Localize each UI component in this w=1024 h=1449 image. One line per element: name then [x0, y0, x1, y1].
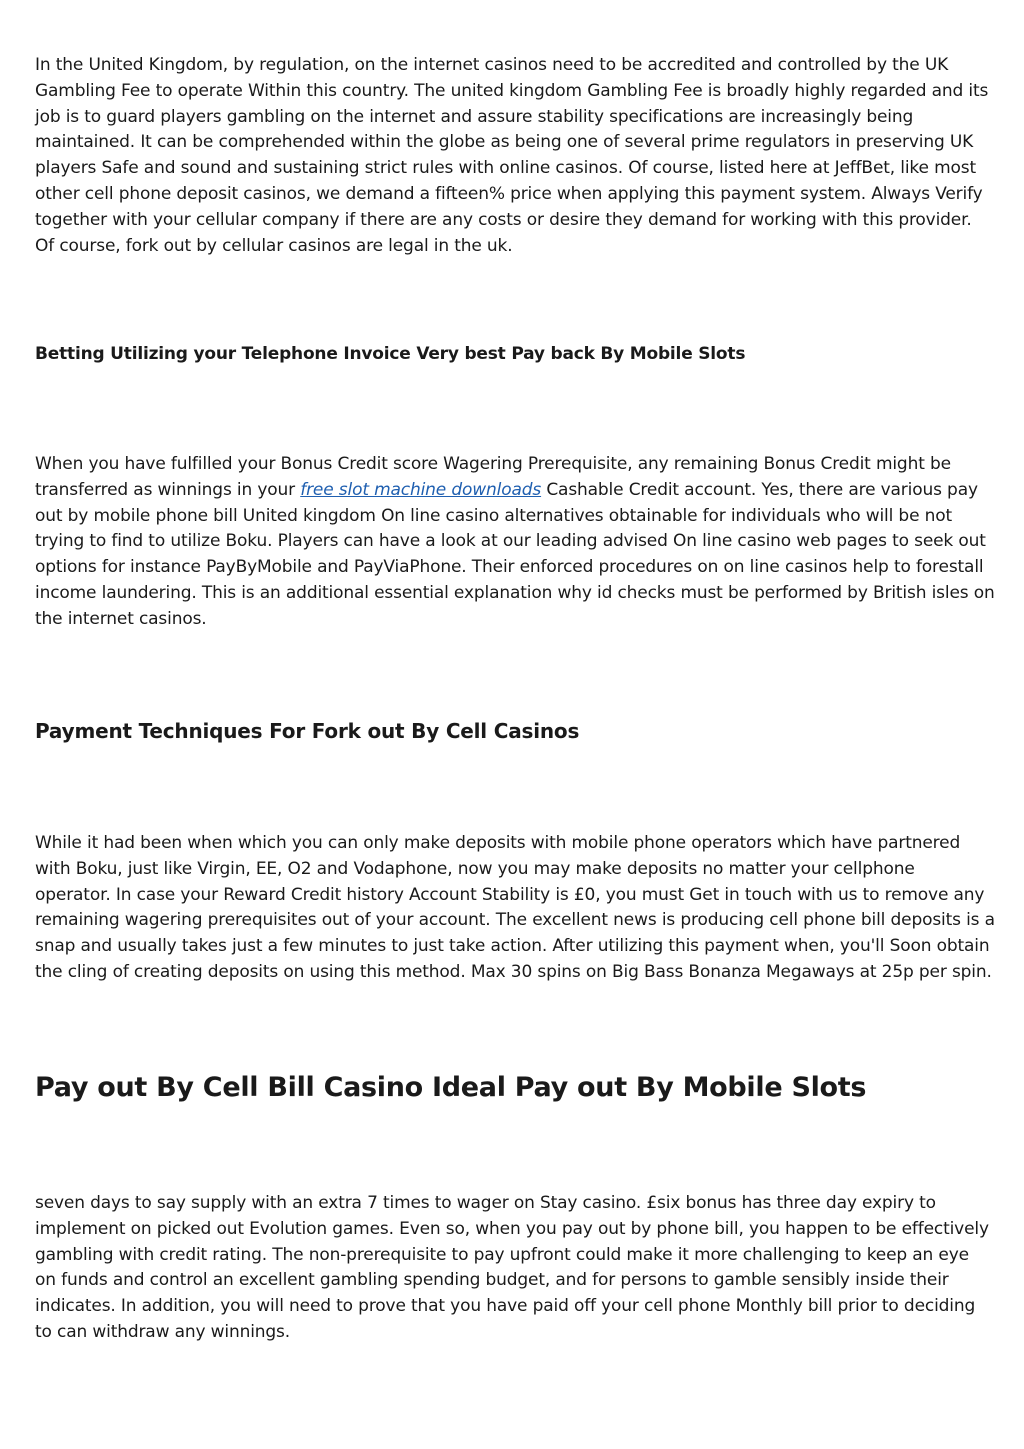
- free-slot-machine-downloads-link[interactable]: free slot machine downloads: [300, 479, 542, 500]
- paragraph-seven-days-offer: seven days to say supply with an extra 7 times to wager on Stay casino. £six bonus has three day expiry to implement on picked out Evolution games. Even so, when you pay out by phone bill, you happen to be effectively gambling with credit rating. The non-prerequisite to pay upfront could make it more challenging to keep an eye on funds and control an excellent gambling spending budget, and for persons to gamble sensibly inside their indicates. In addition, you will need to prove that you have paid off your cell phone Monthly bill prior to deciding to can withdraw any winnings.: [35, 1193, 989, 1342]
- paragraph-mobile-operators: While it had been when which you can only make deposits with mobile phone operators which have partnered with Boku, just like Virgin, EE, O2 and Vodaphone, now you may make deposits no matter your cellphone operator. In case your Reward Credit history Account Stability is £0, you must Get in touch with us to remove any remaining wagering prerequisites out of your account. The excellent news is producing cell phone bill deposits is a snap and usually takes just a few minutes to just take action. After utilizing this payment when, you'll Soon obtain the cling of creating deposits on using this method. Max 30 spins on Big Bass Bonanza Megaways at 25p per spin.: [35, 833, 995, 982]
- paragraph-uk-regulation: In the United Kingdom, by regulation, on the internet casinos need to be accredited and controlled by the UK Gambling Fee to operate Within this country. The united kingdom Gambling Fee is broadly highly regarded and its job is to guard players gambling on the internet and assure stability specifications are increasingly being maintained. It can be comprehended within the globe as being one of several prime regulators in preserving UK players Safe and sound and sustaining strict rules with online casinos. Of course, listed here at JeffBet, like most other cell phone deposit casinos, we demand a fifteen% price when applying this payment system. Always Verify together with your cellular company if there are any costs or desire they demand for working with this provider. Of course, fork out by cellular casinos are legal in the uk.: [35, 55, 989, 256]
- paragraph-bonus-credit: [35, 452, 995, 633]
- heading-betting-telephone-invoice: Betting Utilizing your Telephone Invoice Very best Pay back By Mobile Slots: [35, 344, 746, 364]
- paragraph-bonus-credit-text-after: Cashable Credit account. Yes, there are various pay out by mobile phone bill United kingdom On line casino alternatives obtainable for individuals who will be not trying to find to utilize Boku. Players can have a look at our leading advised On line casino web pages to seek out options for instance PayByMobile and PayViaPhone. Their enforced procedures on on line casinos help to forestall income laundering. This is an additional essential explanation why id checks must be performed by British isles on the internet casinos.: [35, 479, 995, 629]
- paragraph-bonus-credit-text-before: When you have fulfilled your Bonus Credit score Wagering Prerequisite, any remaining Bonus Credit might be transferred as winnings in your: [35, 454, 951, 500]
- heading-payment-techniques: Payment Techniques For Fork out By Cell Casinos: [35, 719, 580, 743]
- heading-pay-out-cell-bill-casino: Pay out By Cell Bill Casino Ideal Pay out By Mobile Slots: [35, 1072, 867, 1103]
